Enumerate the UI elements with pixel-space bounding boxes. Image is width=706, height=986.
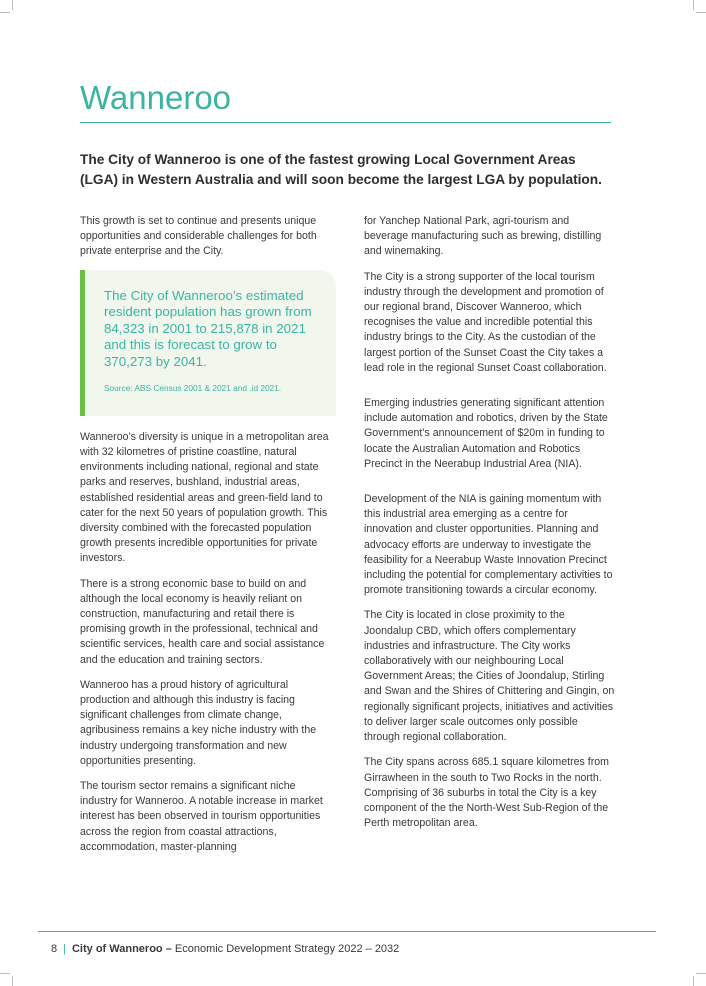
footer-separator: | xyxy=(63,943,66,955)
body-paragraph: Development of the NIA is gaining momentum with this industrial area emerging as a centre for innovation and cluster opportunities. Planning and advocacy efforts are underway to investigate the feasibility for a Neerabup Waste Innovation Precinct including the potential for complementary activities to promote transitioning towards a circular economy. xyxy=(364,493,613,597)
lead-paragraph: The City of Wanneroo is one of the fastest growing Local Government Areas (LGA) in Western Australia and will soon become the largest LGA by population. xyxy=(80,152,602,187)
body-paragraph: Emerging industries generating significant attention include automation and robotics, driven by the State Government’s announcement of $20m in funding to locate the Australian Automation and Robotics Precinct in the Neerabup Industrial Area (NIA). xyxy=(364,397,608,470)
callout-text: The City of Wanneroo’s estimated resident population has grown from 84,323 in 2001 to 215,878 in 2021 and this is forecast to grow to 370,273 by 2041. xyxy=(104,287,312,369)
body-paragraph: The tourism sector remains a significant niche industry for Wanneroo. A notable increase in market interest has been observed in tourism opportunities across the region from coastal attractions, accommodation, master-planning xyxy=(80,780,323,853)
callout-source: Source: ABS Census 2001 & 2021 and .id 2021. xyxy=(104,382,282,393)
population-callout xyxy=(80,270,336,416)
body-paragraph: The City is located in close proximity to the Joondalup CBD, which offers complementary industries and infrastructure. The City works collaboratively with our neighbouring Local Government Areas; the Cities of Joondalup, Stirling and Swan and the Shires of Chittering and Gingin, on regionally significant projects, initiatives and activities to deliver larger scale outcomes only possible through regional collaboration. xyxy=(364,609,615,744)
crop-mark xyxy=(12,0,13,10)
footer-divider xyxy=(38,931,656,932)
body-paragraph: for Yanchep National Park, agri-tourism and beverage manufacturing such as brewing, distilling and winemaking. xyxy=(364,215,602,258)
page-number: 8 xyxy=(51,943,58,955)
crop-mark xyxy=(0,973,10,974)
footer-organisation: City of Wanneroo – xyxy=(71,943,172,955)
body-paragraph: The City is a strong supporter of the local tourism industry through the development and promotion of our regional brand, Discover Wanneroo, which recognises the value and incredible potential this industry brings to the City. As the custodian of the largest portion of the Sunset Coast the City takes a lead role in the regional Sunset Coast collaboration. xyxy=(364,270,607,374)
crop-mark xyxy=(12,976,13,986)
crop-mark xyxy=(0,12,10,13)
body-paragraph: The City spans across 685.1 square kilometres from Girrawheen in the south to Two Rocks in the north. Comprising of 36 suburbs in total the City is a key component of the the North-West Sub-Region of the Perth metropolitan area. xyxy=(364,756,609,830)
left-column xyxy=(80,214,332,865)
crop-mark xyxy=(696,12,706,13)
right-column xyxy=(364,214,616,841)
footer-document-title: Economic Development Strategy 2022 – 2032 xyxy=(174,943,400,955)
intro-paragraph: This growth is set to continue and presents unique opportunities and considerable challenges for both private enterprise and the City. xyxy=(80,215,317,258)
body-paragraph: There is a strong economic base to build on and although the local economy is heavily reliant on construction, manufacturing and retail there is promising growth in the professional, technical and scientific services, health care and social assistance and the education and training sectors. xyxy=(80,577,325,666)
title-divider xyxy=(80,122,611,123)
crop-mark xyxy=(693,0,694,10)
body-paragraph: Wanneroo’s diversity is unique in a metropolitan area with 32 kilometres of pristine coastline, natural environments including national, regional and state parks and reserves, bushland, industrial areas, established residential areas and green-field land to cater for the next 50 years of population growth. This diversity combined with the forecasted population growth presents incredible opportunities for private investors. xyxy=(80,430,329,565)
page-title: Wanneroo xyxy=(80,79,232,116)
crop-mark xyxy=(696,973,706,974)
page-footer xyxy=(51,943,399,955)
crop-mark xyxy=(693,976,694,986)
body-paragraph: Wanneroo has a proud history of agricultural production and although this industry is facing significant challenges from climate change, agribusiness remains a key niche industry with the industry undergoing transformation and new opportunities presenting. xyxy=(80,678,317,767)
